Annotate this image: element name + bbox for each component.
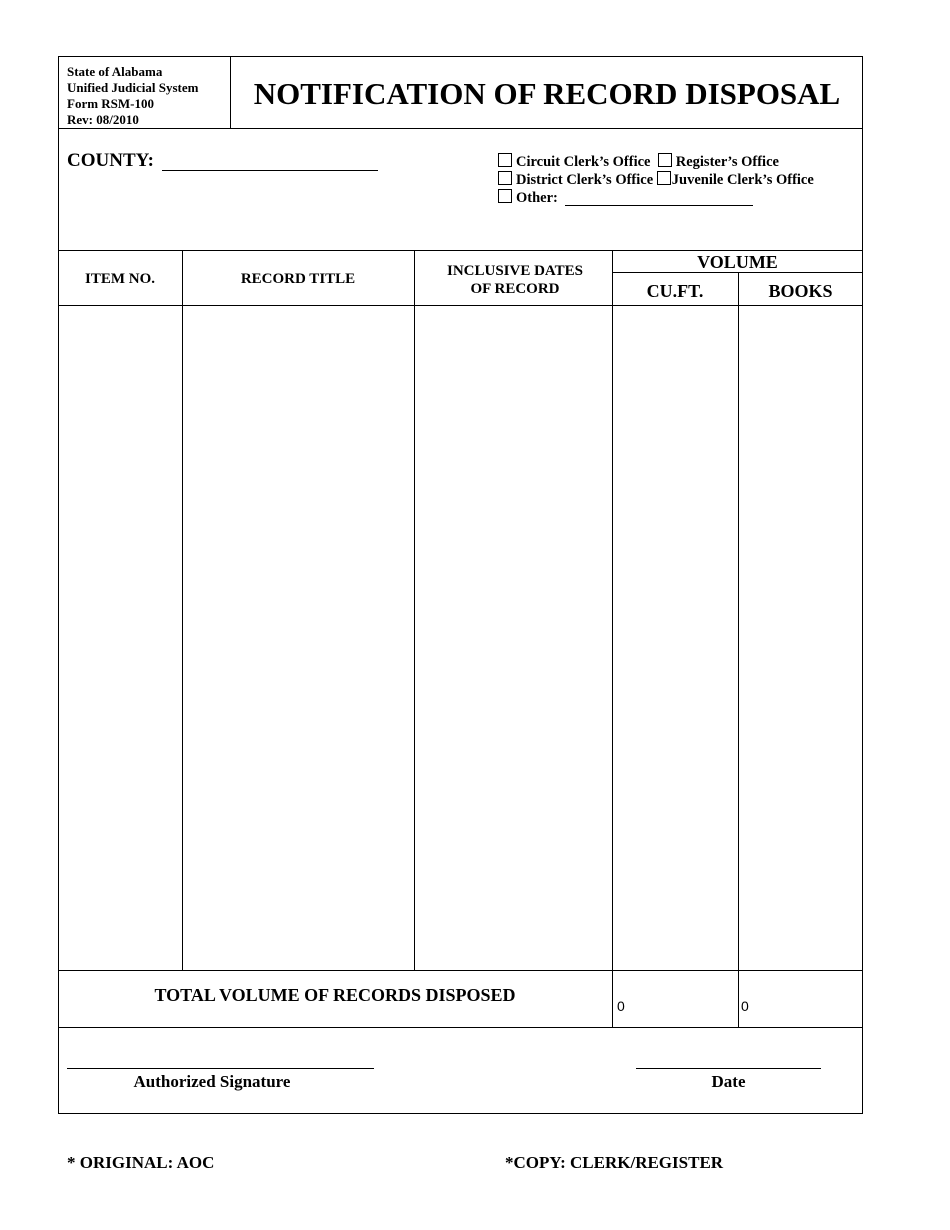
page-title: NOTIFICATION OF RECORD DISPOSAL: [253, 76, 841, 111]
divider: [58, 250, 863, 251]
total-cuft-field[interactable]: 0: [617, 998, 625, 1014]
circuit-checkbox[interactable]: [498, 153, 512, 167]
form-meta: [67, 64, 198, 128]
register-label: Register’s Office: [675, 154, 779, 170]
header-volume: VOLUME: [697, 252, 778, 272]
header-inclusive-dates: INCLUSIVE DATES OF RECORD: [446, 263, 583, 297]
signature-line[interactable]: [67, 1068, 374, 1069]
other-field[interactable]: [565, 191, 753, 206]
divider: [58, 1027, 863, 1028]
header-item-no: ITEM NO.: [84, 271, 155, 287]
date-label: Date: [711, 1072, 746, 1091]
meta-line: State of Alabama: [67, 64, 163, 79]
total-books-field[interactable]: 0: [741, 998, 749, 1014]
district-checkbox[interactable]: [498, 171, 512, 185]
header-books: BOOKS: [768, 281, 833, 301]
circuit-label: Circuit Clerk’s Office: [516, 154, 651, 170]
footer-copy: *COPY: CLERK/REGISTER: [505, 1153, 724, 1172]
other-checkbox[interactable]: [498, 189, 512, 203]
juvenile-label: Juvenile Clerk’s Office: [671, 172, 814, 188]
other-label: Other:: [516, 190, 558, 206]
meta-line: Unified Judicial System: [67, 80, 199, 95]
county-label: COUNTY:: [67, 150, 154, 171]
juvenile-checkbox[interactable]: [657, 171, 671, 185]
header-cuft: CU.FT.: [646, 281, 704, 301]
county-field[interactable]: [162, 150, 378, 171]
footer-original: * ORIGINAL: AOC: [67, 1153, 215, 1172]
date-line[interactable]: [636, 1068, 821, 1069]
header-record-title: RECORD TITLE: [240, 271, 356, 287]
office-checkboxes: [498, 153, 814, 207]
divider: [58, 970, 863, 971]
register-checkbox[interactable]: [658, 153, 672, 167]
table-body[interactable]: [59, 306, 862, 969]
meta-line: Rev: 08/2010: [67, 112, 139, 127]
meta-line: Form RSM-100: [67, 96, 155, 111]
signature-label: Authorized Signature: [133, 1072, 291, 1091]
divider: [58, 128, 863, 129]
totals-label: TOTAL VOLUME OF RECORDS DISPOSED: [154, 985, 516, 1005]
divider: [230, 56, 231, 128]
district-label: District Clerk’s Office: [516, 172, 654, 188]
